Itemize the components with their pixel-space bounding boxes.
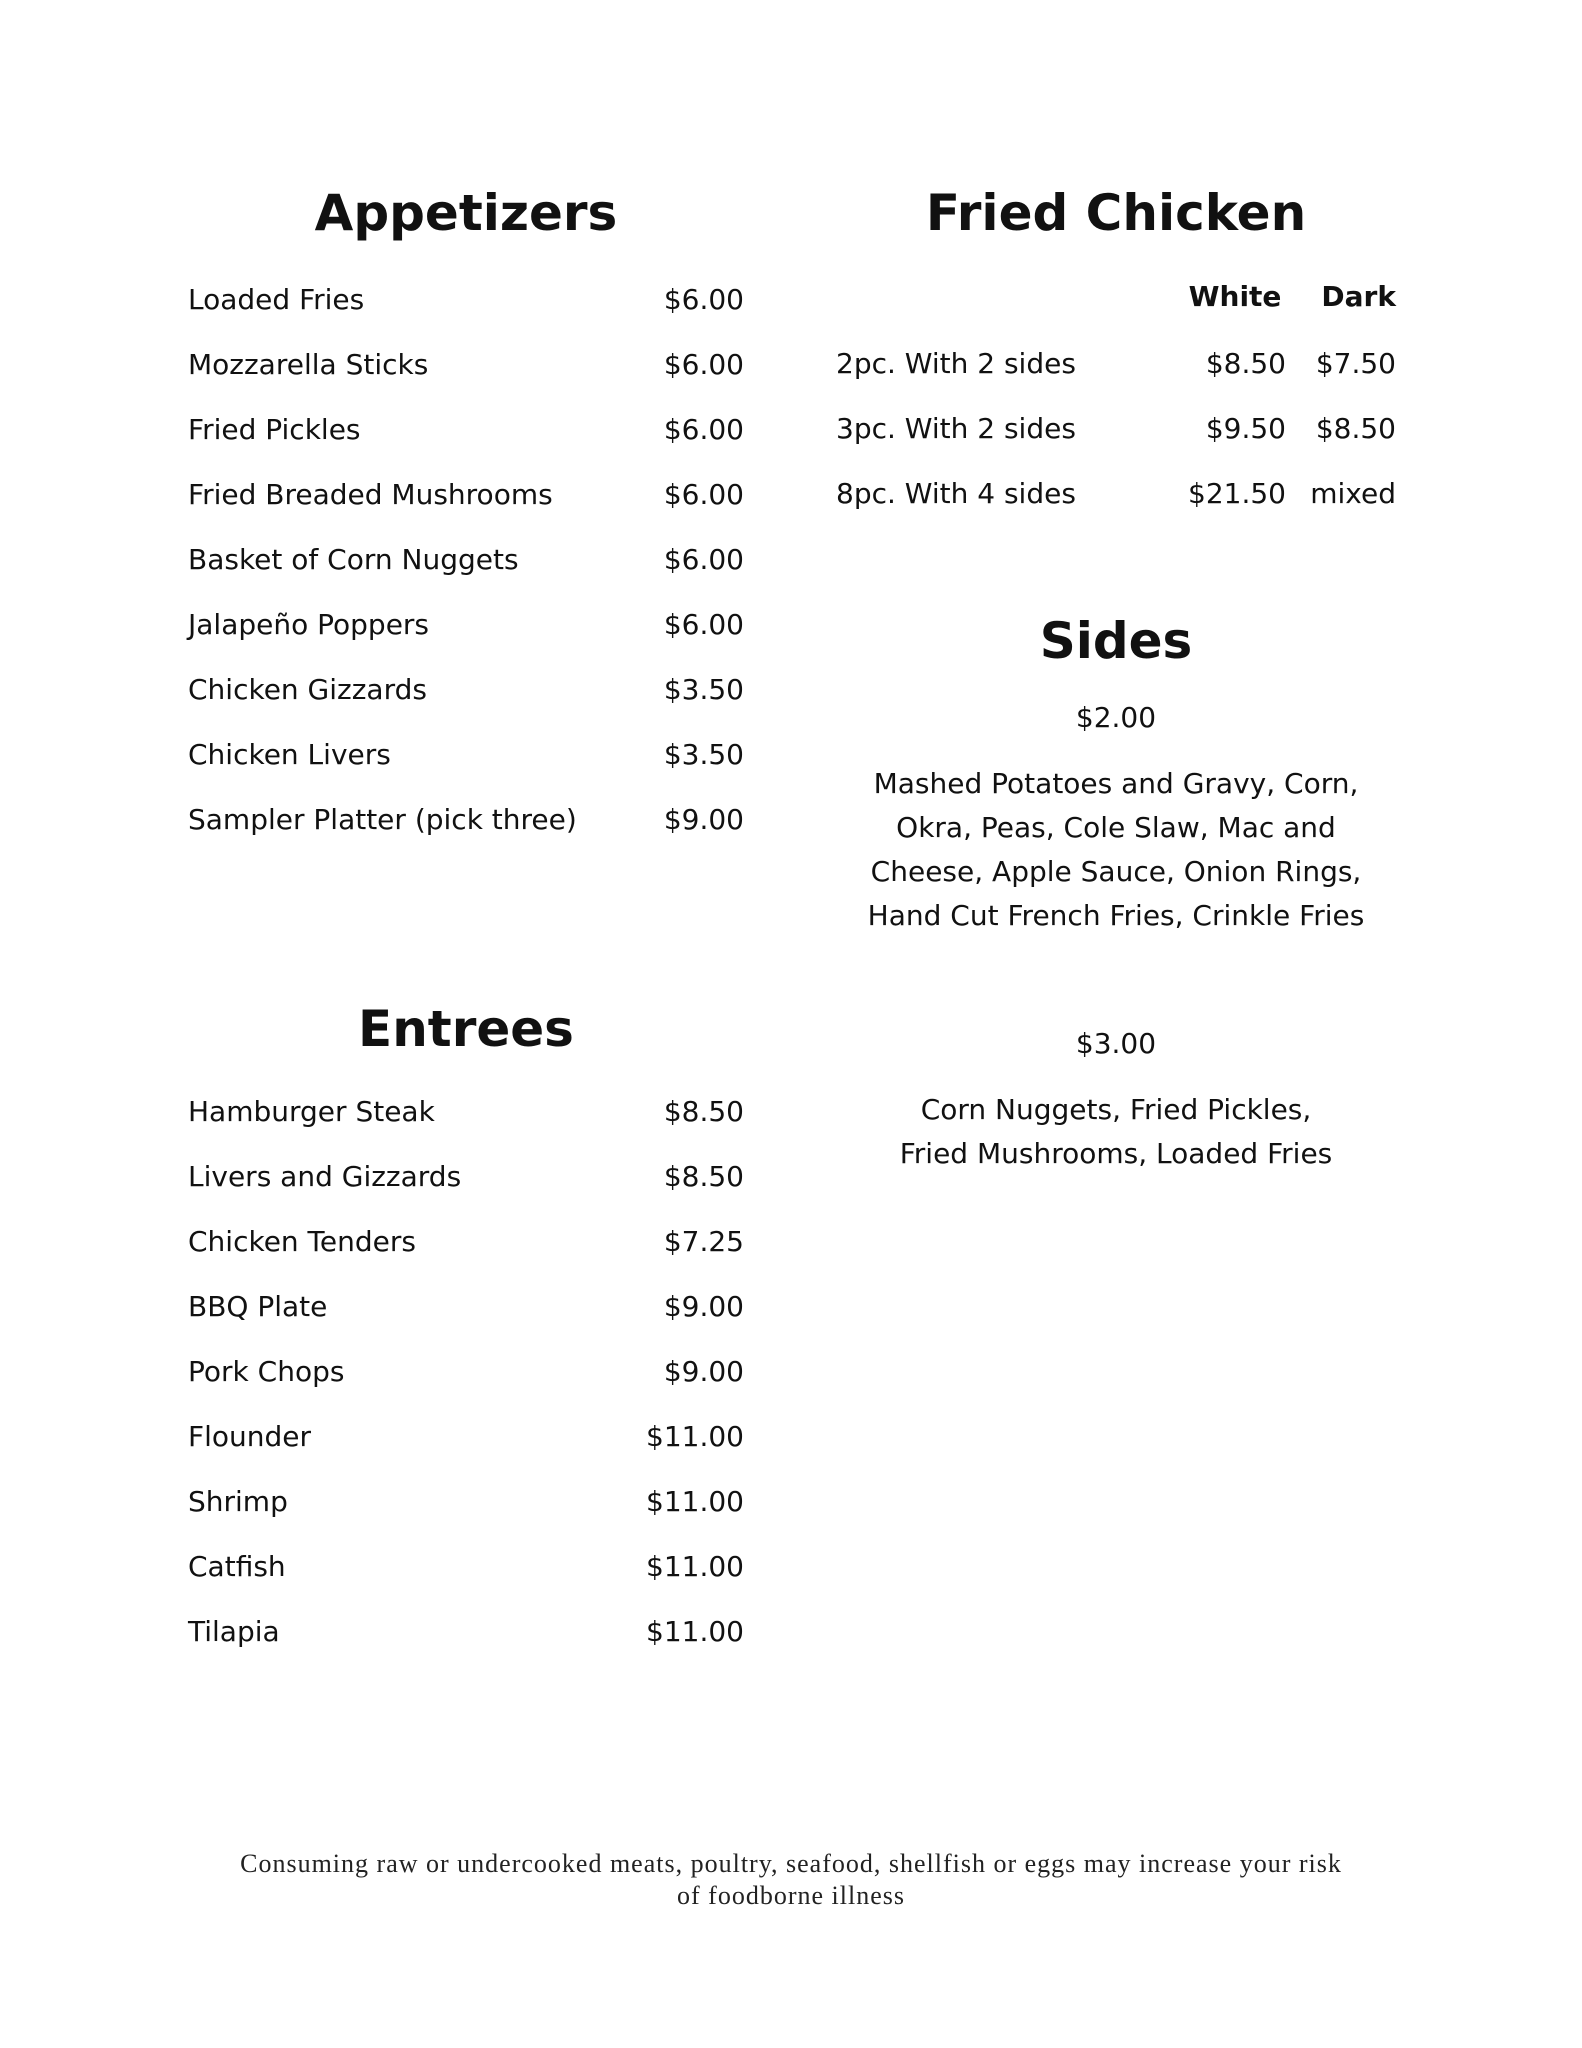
item-name: Livers and Gizzards (188, 1160, 462, 1193)
item-name: Hamburger Steak (188, 1095, 435, 1128)
item-price: $6.00 (663, 348, 744, 381)
item-name: 2pc. With 2 sides (836, 347, 1076, 380)
item-price: $9.00 (663, 803, 744, 836)
menu-item (188, 538, 744, 603)
menu-item (188, 278, 744, 343)
appetizers-heading: Appetizers (314, 184, 618, 242)
menu-item (188, 1480, 744, 1545)
item-name: Catfish (188, 1550, 286, 1583)
white-price: $8.50 (1205, 347, 1286, 380)
item-name: 8pc. With 4 sides (836, 477, 1076, 510)
fried-chicken-column-headers (1189, 280, 1396, 313)
menu-item (188, 1610, 744, 1675)
fried-chicken-item (836, 342, 1396, 407)
menu-item (188, 1090, 744, 1155)
item-price: $11.00 (646, 1615, 744, 1648)
item-name: Sampler Platter (pick three) (188, 803, 577, 836)
appetizers-list (188, 278, 744, 863)
item-price: $7.25 (663, 1225, 744, 1258)
item-name: Loaded Fries (188, 283, 365, 316)
dark-price: $8.50 (1315, 412, 1396, 445)
sides-heading: Sides (1039, 612, 1193, 670)
sides-tier2-items: Corn Nuggets, Fried Pickles, Fried Mushrooms, Loaded Fries (899, 1093, 1333, 1170)
item-price: $3.50 (663, 673, 744, 706)
item-price: $9.00 (663, 1355, 744, 1388)
item-name: Chicken Gizzards (188, 673, 427, 706)
sides-tier1-price: $2.00 (1075, 701, 1157, 734)
menu-item (188, 798, 744, 863)
item-price: $8.50 (663, 1095, 744, 1128)
disclaimer-line-1: Consuming raw or undercooked meats, poultry, seafood, shellfish or eggs may increase your risk (240, 1849, 1342, 1878)
sides-tier2-price: $3.00 (1075, 1027, 1157, 1060)
food-safety-disclaimer (170, 1848, 1412, 1912)
menu-item (188, 668, 744, 733)
item-name: Shrimp (188, 1485, 288, 1518)
fried-chicken-list (836, 342, 1396, 537)
item-name: Jalapeño Poppers (188, 608, 430, 641)
dark-price: $7.50 (1315, 347, 1396, 380)
sides-tier1-items: Mashed Potatoes and Gravy, Corn, Okra, Peas, Cole Slaw, Mac and Cheese, Apple Sauce, Onion Rings, Hand Cut French Fries, Crinkle Fries (867, 767, 1365, 932)
item-price: $3.50 (663, 738, 744, 771)
white-price: $9.50 (1205, 412, 1286, 445)
item-name: Mozzarella Sticks (188, 348, 429, 381)
menu-item (188, 1545, 744, 1610)
item-name: Pork Chops (188, 1355, 345, 1388)
menu-item (188, 1155, 744, 1220)
fried-chicken-item (836, 472, 1396, 537)
menu-item (188, 1285, 744, 1350)
item-name: Flounder (188, 1420, 312, 1453)
white-column-header: White (1188, 280, 1282, 313)
menu-item (188, 1350, 744, 1415)
fried-chicken-item (836, 407, 1396, 472)
menu-item (188, 1220, 744, 1285)
item-name: 3pc. With 2 sides (836, 412, 1076, 445)
entrees-heading: Entrees (358, 1000, 574, 1058)
item-name: Basket of Corn Nuggets (188, 543, 519, 576)
item-price: $9.00 (663, 1290, 744, 1323)
item-name: Fried Breaded Mushrooms (188, 478, 553, 511)
item-price: $6.00 (663, 413, 744, 446)
menu-item (188, 1415, 744, 1480)
menu-item (188, 408, 744, 473)
item-price: $11.00 (646, 1550, 744, 1583)
item-price: $8.50 (663, 1160, 744, 1193)
item-name: Chicken Tenders (188, 1225, 416, 1258)
white-price: $21.50 (1188, 477, 1286, 510)
item-price: $6.00 (663, 543, 744, 576)
disclaimer-line-2: of foodborne illness (677, 1881, 905, 1910)
menu-item (188, 603, 744, 668)
entrees-list (188, 1090, 744, 1675)
item-price: $11.00 (646, 1420, 744, 1453)
item-price: $6.00 (663, 283, 744, 316)
dark-column-header: Dark (1321, 280, 1396, 313)
item-name: Chicken Livers (188, 738, 391, 771)
fried-chicken-heading: Fried Chicken (925, 184, 1307, 242)
dark-price: mixed (1310, 477, 1396, 510)
item-price: $6.00 (663, 478, 744, 511)
menu-item (188, 473, 744, 538)
menu-item (188, 343, 744, 408)
item-price: $11.00 (646, 1485, 744, 1518)
menu-item (188, 733, 744, 798)
item-name: Fried Pickles (188, 413, 361, 446)
item-name: Tilapia (188, 1615, 280, 1648)
item-price: $6.00 (663, 608, 744, 641)
item-name: BBQ Plate (188, 1290, 328, 1323)
